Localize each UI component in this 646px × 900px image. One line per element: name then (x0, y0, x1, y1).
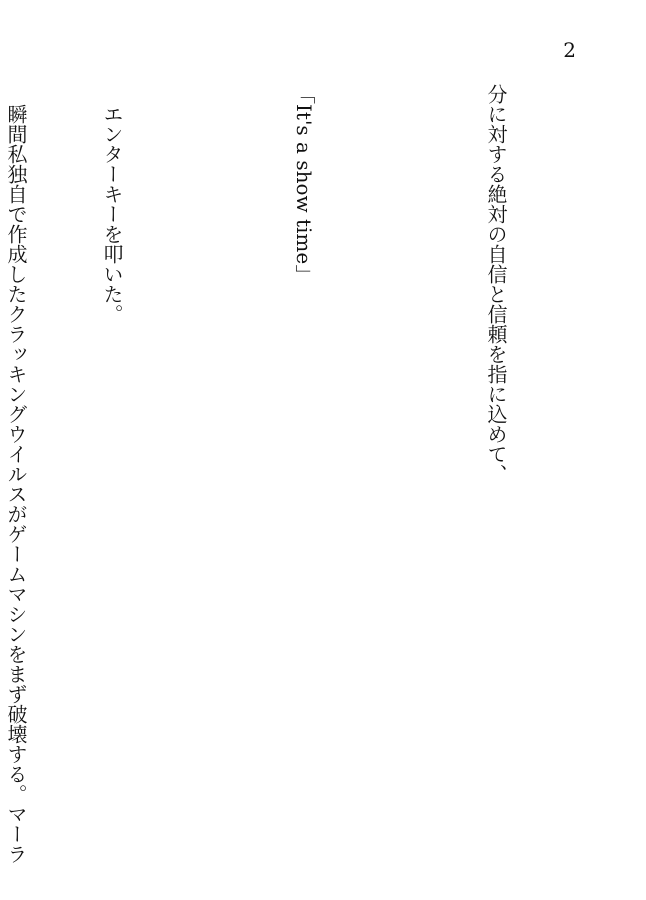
blank-line (384, 84, 416, 854)
blank-line (192, 84, 224, 854)
text-line: 瞬間私独自で作成したクラッキングウイルスがゲームマシンをまず破壊する。マーラ (4, 84, 28, 864)
page-number: 2 (563, 38, 576, 62)
text-line: エンターキーを叩いた。 (100, 84, 124, 324)
text-line: 「It's a show time」 (292, 84, 316, 285)
text-line: 分に対する絶対の自信と信頼を指に込めて、 (484, 84, 508, 484)
vertical-text-block (0, 84, 576, 864)
